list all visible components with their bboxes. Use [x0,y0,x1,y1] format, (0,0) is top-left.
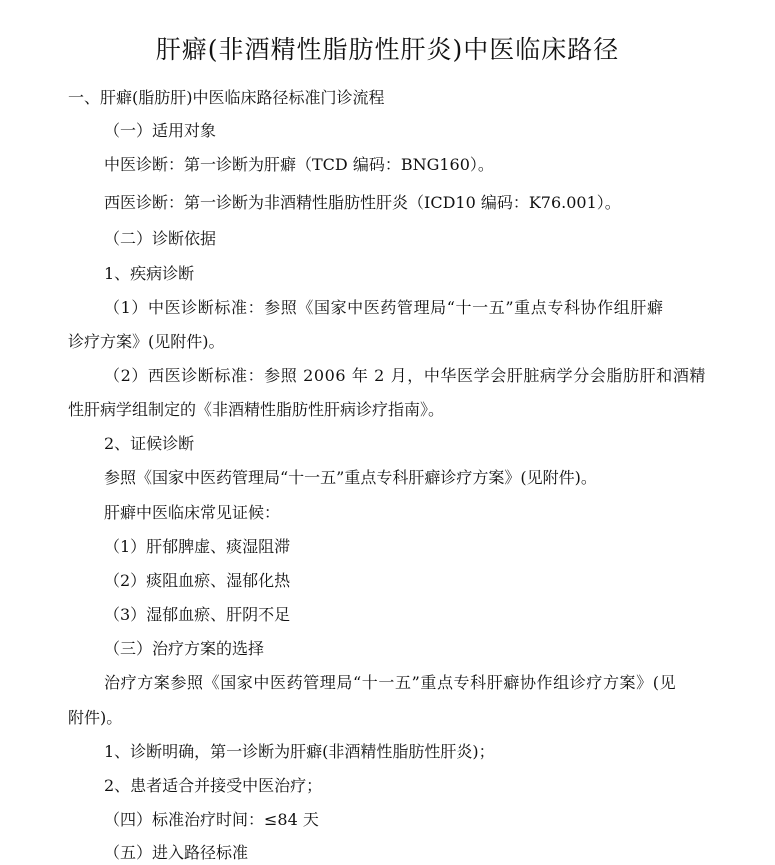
paragraph-treatment-reference: 治疗方案参照《国家中医药管理局“十一五”重点专科肝癖协作组诊疗方案》(见 [104,673,677,692]
section-heading-1: 一、肝癖(脂肪肝)中医临床路径标准门诊流程 [68,88,385,107]
subsection-heading-applicable-subjects: （一）适用对象 [104,121,217,140]
paragraph-common-syndromes: 肝癖中医临床常见证候： [104,503,281,522]
paragraph-syndrome-reference: 参照《国家中医药管理局“十一五”重点专科肝癖诊疗方案》(见附件)。 [104,468,597,487]
subsection-heading-treatment-plan: （三）治疗方案的选择 [104,639,265,658]
list-item-syndrome-3: （3）湿郁血瘀、肝阴不足 [104,605,291,624]
paragraph-tcm-diagnosis: 中医诊断：第一诊断为肝癖（TCD 编码：BNG160）。 [104,155,494,174]
list-item-syndrome-1: （1）肝郁脾虚、痰湿阻滞 [104,537,291,556]
paragraph-western-criteria: （2）西医诊断标准：参照 2006 年 2 月，中华医学会肝脏病学分会脂肪肝和酒精 [104,366,707,385]
paragraph-western-criteria-cont: 性肝病学组制定的《非酒精性脂肪性肝病诊疗指南》。 [68,400,445,419]
subsection-heading-entry-criteria: （五）进入路径标准 [104,843,249,862]
paragraph-tcm-criteria: （1）中医诊断标准：参照《国家中医药管理局“十一五”重点专科协作组肝癖 [104,298,664,317]
list-item-treatment-2: 2、患者适合并接受中医治疗； [104,776,323,795]
subsection-heading-diagnostic-basis: （二）诊断依据 [104,229,217,248]
item-disease-diagnosis: 1、疾病诊断 [104,264,195,283]
document-title: 肝癖(非酒精性脂肪性肝炎)中医临床路径 [155,35,620,64]
paragraph-tcm-criteria-cont: 诊疗方案》(见附件)。 [68,332,225,351]
paragraph-western-diagnosis: 西医诊断：第一诊断为非酒精性脂肪性肝炎（ICD10 编码：K76.001）。 [104,193,621,212]
paragraph-treatment-reference-cont: 附件)。 [68,708,123,727]
item-syndrome-diagnosis: 2、证候诊断 [104,434,195,453]
subsection-heading-treatment-time: （四）标准治疗时间：≤84 天 [104,810,319,829]
list-item-treatment-1: 1、诊断明确，第一诊断为肝癖(非酒精性脂肪性肝炎)； [104,742,495,761]
list-item-syndrome-2: （2）痰阻血瘀、湿郁化热 [104,571,291,590]
